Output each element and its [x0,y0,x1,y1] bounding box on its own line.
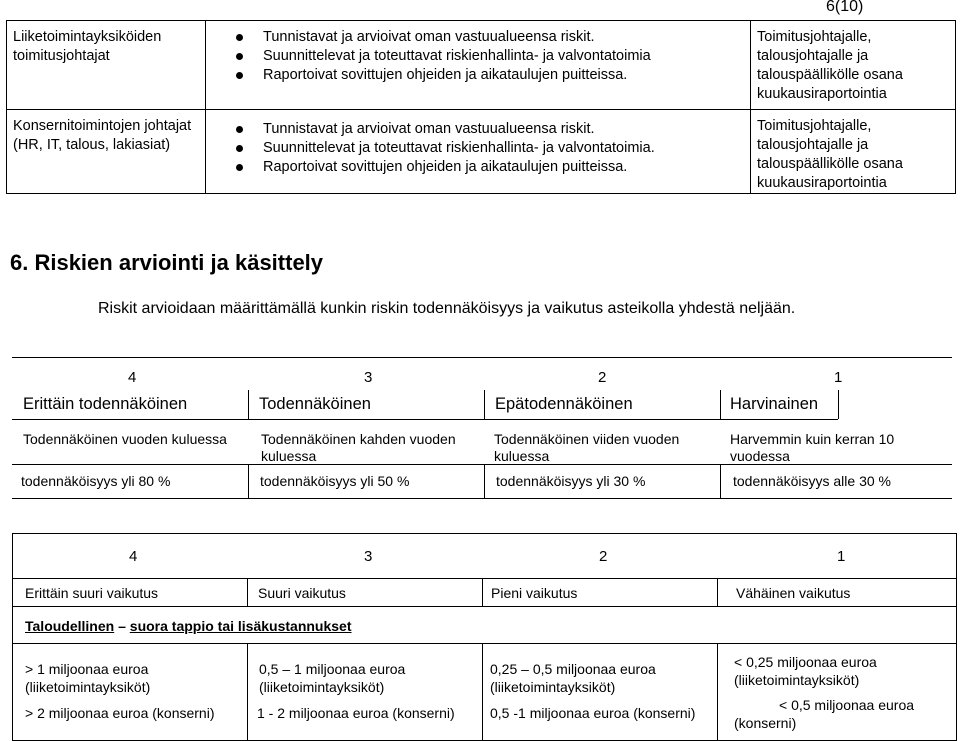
impact-table [12,533,957,741]
row-divider [12,419,838,420]
likelihood-table [12,357,952,499]
column-divider [720,464,721,498]
role-cell: Liiketoimintayksiköiden toimitusjohtajat [7,21,206,110]
impact-label: Erittäin suuri vaikutus [25,585,159,601]
column-divider [248,464,249,498]
impact-group-value: 0,5 -1 miljoonaa euroa (konserni) [490,705,696,721]
list-item: Raportoivat sovittujen ohjeiden ja aikataulujen puitteissa. [236,158,744,177]
column-divider [482,643,483,740]
likelihood-label: Epätodennäköinen [495,395,633,413]
impact-group-value: > 2 miljoonaa euroa (konserni) [25,705,215,721]
likelihood-percentage: todennäköisyys yli 30 % [496,473,646,489]
list-item: Suunnittelevat ja toteuttavat riskienhallinta- ja valvontatoimia. [236,139,744,158]
financial-dash: – [114,618,130,634]
task-list [236,120,744,177]
tasks-cell [206,110,751,194]
column-divider [482,578,483,606]
row-divider [13,643,956,644]
impact-group-value: 1 - 2 miljoonaa euroa (konserni) [257,705,455,721]
column-divider [484,390,485,419]
likelihood-label: Harvinainen [730,395,819,413]
section-intro: Riskit arvioidaan määrittämällä kunkin riskin todennäköisyys ja vaikutus asteikolla yhdestä neljään. [98,300,796,317]
likelihood-score: 2 [598,369,607,386]
likelihood-percentage: todennäköisyys yli 80 % [21,473,171,489]
impact-unit-value: < 0,25 miljoonaa euroa (liiketoimintayksiköt) [734,654,877,688]
row-divider [12,464,952,465]
impact-label: Suuri vaikutus [258,585,346,601]
likelihood-label: Erittäin todennäköinen [23,395,188,413]
likelihood-description: Todennäköinen kahden vuoden kuluessa [261,431,456,464]
list-item: Tunnistavat ja arvioivat oman vastuualueensa riskit. [236,120,744,139]
reporting-cell: Toimitusjohtajalle, talousjohtajalle ja talouspäällikölle osana kuukausiraportointia [751,110,956,194]
financial-rest: suora tappio tai lisäkustannukset [129,618,352,634]
reporting-cell: Toimitusjohtajalle, talousjohtajalle ja talouspäällikölle osana kuukausiraportointia [751,21,956,110]
row-divider [13,578,956,579]
impact-score: 4 [129,548,138,565]
column-divider [247,578,248,606]
column-divider [720,390,721,419]
likelihood-description: Harvemmin kuin kerran 10 vuodessa [730,431,895,464]
impact-group-value: < 0,5 miljoonaa euroa (konserni) [734,697,915,731]
likelihood-percentage: todennäköisyys yli 50 % [260,473,410,489]
table-row [7,21,956,110]
list-item: Tunnistavat ja arvioivat oman vastuualueensa riskit. [236,28,744,47]
likelihood-percentage: todennäköisyys alle 30 % [733,473,891,489]
column-divider [838,390,839,419]
column-divider [247,643,248,740]
impact-score: 2 [599,548,608,565]
task-list [236,28,744,85]
page-number: 6(10) [826,0,864,15]
table-row [7,110,956,194]
section-heading: 6. Riskien arviointi ja käsittely [10,250,324,275]
likelihood-description: Todennäköinen vuoden kuluessa [23,431,227,447]
likelihood-label: Todennäköinen [259,395,371,413]
likelihood-score: 1 [834,369,843,386]
impact-score: 1 [837,548,846,565]
impact-unit-value: 0,5 – 1 miljoonaa euroa (liiketoimintayksiköt) [259,661,406,695]
impact-unit-value: > 1 miljoonaa euroa (liiketoimintayksiköt) [25,661,151,695]
row-divider [13,606,956,607]
column-divider [248,390,249,419]
column-divider [484,464,485,498]
impact-label: Vähäinen vaikutus [736,585,851,601]
financial-heading [25,618,352,634]
likelihood-description: Todennäköinen viiden vuoden kuluessa [494,431,680,464]
financial-prefix: Taloudellinen [25,618,115,634]
column-divider [717,578,718,606]
impact-label: Pieni vaikutus [491,585,578,601]
impact-unit-value: 0,25 – 0,5 miljoonaa euroa (liiketoimintayksiköt) [490,661,656,695]
column-divider [717,643,718,740]
impact-score: 3 [364,548,373,565]
responsibility-table [6,20,956,194]
likelihood-score: 3 [364,369,373,386]
likelihood-score: 4 [128,369,137,386]
role-cell: Konsernitoimintojen johtajat (HR, IT, talous, lakiasiat) [7,110,206,194]
tasks-cell [206,21,751,110]
list-item: Suunnittelevat ja toteuttavat riskienhallinta- ja valvontatoimia [236,47,744,66]
list-item: Raportoivat sovittujen ohjeiden ja aikataulujen puitteissa. [236,66,744,85]
